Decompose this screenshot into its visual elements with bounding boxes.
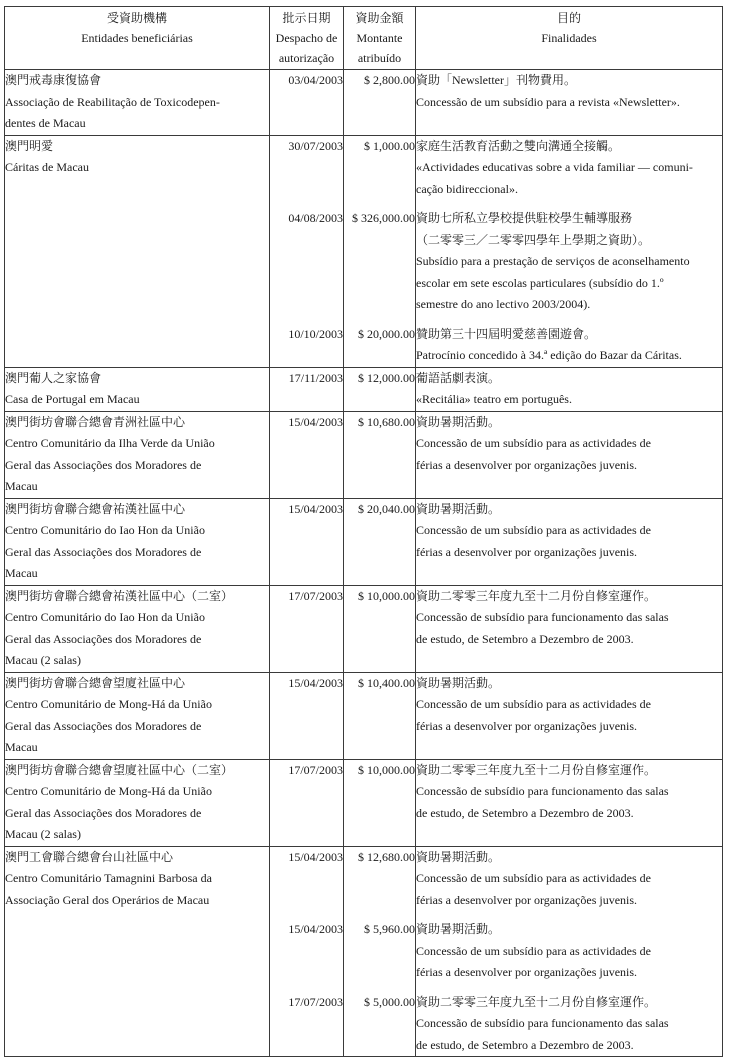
purpose-line: férias a desenvolver por organizações juvenis. xyxy=(416,965,638,979)
entity-line: Centro Comunitário de Mong-Há da União xyxy=(5,784,212,798)
date-spacer xyxy=(270,273,343,295)
date-cell xyxy=(270,585,344,672)
entity-line: 澳門明愛 xyxy=(5,138,54,153)
purpose-line: 葡語話劇表演。 xyxy=(416,370,501,385)
grant-date: 17/07/2003 xyxy=(288,762,343,777)
grant-amount: $ 20,000.00 xyxy=(358,326,415,341)
purpose-line: Concessão de um subsídio para as actividades de xyxy=(416,436,651,450)
purpose-cell xyxy=(416,367,723,411)
purpose-line: de estudo, de Setembro a Dezembro de 2003. xyxy=(416,631,634,646)
amount-spacer xyxy=(344,716,415,738)
amount-cell xyxy=(344,759,416,846)
purpose-line: «Actividades educativas sobre a vida familiar — comuni- xyxy=(416,160,693,174)
entity-line: 澳門葡人之家協會 xyxy=(5,370,102,385)
amount-cell xyxy=(344,411,416,498)
amount-spacer xyxy=(344,345,415,367)
amount-spacer xyxy=(344,1013,415,1035)
table-row xyxy=(5,846,723,1057)
date-spacer xyxy=(270,92,343,114)
amount-cell xyxy=(344,498,416,585)
header-date-zh: 批示日期 xyxy=(282,11,331,25)
grants-table xyxy=(4,6,723,1057)
entity-line: Centro Comunitário do Iao Hon da União xyxy=(5,523,205,537)
purpose-line: cação bidireccional». xyxy=(416,181,518,196)
grant-amount: $ 20,040.00 xyxy=(358,501,415,516)
entity-line: Macau xyxy=(5,566,38,580)
purpose-cell xyxy=(416,585,723,672)
grant-gap xyxy=(344,911,415,919)
entity-line: Macau xyxy=(5,479,38,493)
entity-line: Cáritas de Macau xyxy=(5,160,89,174)
purpose-cell xyxy=(416,759,723,846)
amount-spacer xyxy=(344,803,415,825)
header-purpose xyxy=(416,7,723,70)
date-spacer xyxy=(270,179,343,201)
grant-gap xyxy=(270,200,343,208)
amount-spacer xyxy=(344,179,415,201)
purpose-line: Concessão de um subsídio para as actividades de xyxy=(416,697,651,711)
entity-cell xyxy=(5,411,270,498)
date-cell xyxy=(270,70,344,136)
grant-amount: $ 5,000.00 xyxy=(364,994,415,1009)
grant-amount: $ 12,680.00 xyxy=(358,849,415,864)
purpose-cell xyxy=(416,70,723,136)
amount-cell xyxy=(344,70,416,136)
grant-date: 30/07/2003 xyxy=(288,138,343,153)
amount-spacer xyxy=(344,890,415,912)
amount-spacer xyxy=(344,433,415,455)
amount-cell xyxy=(344,585,416,672)
grant-amount: $ 1,000.00 xyxy=(364,138,415,153)
date-spacer xyxy=(270,542,343,564)
table-row xyxy=(5,70,723,136)
grant-gap xyxy=(344,984,415,992)
entity-line: Geral das Associações dos Moradores de xyxy=(5,457,202,472)
table-row xyxy=(5,135,723,367)
table-row xyxy=(5,759,723,846)
purpose-line: 資助暑期活動。 xyxy=(416,414,501,429)
purpose-line: 家庭生活教育活動之雙向溝通全接觸。 xyxy=(416,138,621,153)
date-spacer xyxy=(270,520,343,542)
amount-spacer xyxy=(344,542,415,564)
header-date-pt-1: Despacho de xyxy=(275,31,338,45)
amount-spacer xyxy=(344,781,415,803)
date-spacer xyxy=(270,389,343,411)
grant-amount: $ 10,680.00 xyxy=(358,414,415,429)
amount-spacer xyxy=(344,694,415,716)
purpose-line: 資助暑期活動。 xyxy=(416,922,501,936)
purpose-line: Patrocínio concedido à 34.ª edição do Bazar da Cáritas. xyxy=(416,348,682,362)
purpose-line: 資助暑期活動。 xyxy=(416,501,501,516)
purpose-line: 資助暑期活動。 xyxy=(416,675,501,690)
entity-line: Macau (2 salas) xyxy=(5,827,81,841)
grant-amount: $ 5,960.00 xyxy=(364,922,415,936)
header-amount-pt-1: Montante xyxy=(356,31,403,45)
purpose-cell xyxy=(416,411,723,498)
date-cell xyxy=(270,411,344,498)
grant-gap xyxy=(416,911,722,919)
date-spacer xyxy=(270,868,343,890)
amount-spacer xyxy=(344,273,415,295)
date-spacer xyxy=(270,890,343,912)
entity-cell xyxy=(5,367,270,411)
date-spacer xyxy=(270,941,343,963)
amount-spacer xyxy=(344,941,415,963)
grant-date: 15/04/2003 xyxy=(288,922,343,936)
header-entity xyxy=(5,7,270,70)
date-cell xyxy=(270,498,344,585)
amount-spacer xyxy=(344,455,415,477)
date-cell xyxy=(270,759,344,846)
grant-amount: $ 2,800.00 xyxy=(364,73,415,87)
purpose-line: 資助二零零三年度九至十二月份自修室運作。 xyxy=(416,762,657,777)
purpose-line: escolar em sete escolas particulares (subsídio do 1.º xyxy=(416,275,664,290)
header-date xyxy=(270,7,344,70)
table-row xyxy=(5,585,723,672)
header-entity-zh: 受資助機構 xyxy=(106,11,167,25)
grant-amount: $ 10,000.00 xyxy=(358,588,415,603)
date-spacer xyxy=(270,607,343,629)
purpose-line: «Recitália» teatro em português. xyxy=(416,392,572,406)
purpose-line: Subsídio para a prestação de serviços de aconselhamento xyxy=(416,254,690,268)
entity-line: Casa de Portugal em Macau xyxy=(5,392,140,406)
amount-cell xyxy=(344,135,416,367)
date-cell xyxy=(270,672,344,759)
header-amount-zh: 資助金額 xyxy=(355,11,404,25)
purpose-cell xyxy=(416,846,723,1057)
amount-spacer xyxy=(344,607,415,629)
grant-amount: $ 12,000.00 xyxy=(358,370,415,385)
amount-spacer xyxy=(344,157,415,179)
purpose-line: Concessão de um subsídio para as actividades de xyxy=(416,943,651,958)
date-spacer xyxy=(270,716,343,738)
purpose-line: 資助二零零三年度九至十二月份自修室運作。 xyxy=(416,994,657,1009)
entity-line: dentes de Macau xyxy=(5,116,86,130)
entity-cell xyxy=(5,70,270,136)
date-spacer xyxy=(270,962,343,984)
amount-spacer xyxy=(344,520,415,542)
entity-cell xyxy=(5,135,270,367)
grant-date: 15/04/2003 xyxy=(288,675,343,690)
header-purpose-pt: Finalidades xyxy=(541,31,597,45)
grant-gap xyxy=(416,200,722,208)
purpose-line: （二零零三／二零零四學年上學期之資助）。 xyxy=(416,232,651,247)
entity-cell xyxy=(5,585,270,672)
purpose-cell xyxy=(416,135,723,367)
grant-gap xyxy=(416,316,722,324)
grants-body xyxy=(5,70,723,1057)
purpose-line: 資助「Newsletter」刊物費用。 xyxy=(416,73,576,87)
amount-spacer xyxy=(344,629,415,651)
amount-cell xyxy=(344,672,416,759)
entity-line: 澳門街坊會聯合總會青洲社區中心 xyxy=(5,414,186,429)
entity-cell xyxy=(5,672,270,759)
table-row xyxy=(5,672,723,759)
grant-amount: $ 10,400.00 xyxy=(358,675,415,690)
entity-line: Associação Geral dos Operários de Macau xyxy=(5,892,210,907)
purpose-line: 資助暑期活動。 xyxy=(416,849,501,864)
entity-line: Centro Comunitário da Ilha Verde da União xyxy=(5,436,215,450)
date-spacer xyxy=(270,694,343,716)
purpose-cell xyxy=(416,672,723,759)
grant-date: 17/11/2003 xyxy=(288,370,343,385)
purpose-line: Concessão de um subsídio para a revista «Newsletter». xyxy=(416,94,680,109)
entity-line: Associação de Reabilitação de Toxicodepen- xyxy=(5,94,220,109)
purpose-line: Concessão de um subsídio para as actividades de xyxy=(416,871,651,885)
date-spacer xyxy=(270,345,343,367)
entity-cell xyxy=(5,498,270,585)
header-purpose-zh: 目的 xyxy=(556,11,581,25)
grant-amount: $ 326,000.00 xyxy=(352,211,415,225)
purpose-line: 贊助第三十四屆明愛慈善園遊會。 xyxy=(416,326,597,341)
entity-cell xyxy=(5,846,270,1057)
purpose-line: Concessão de subsídio para funcionamento das salas xyxy=(416,784,669,798)
entity-line: Geral das Associações dos Moradores de xyxy=(5,631,202,646)
amount-spacer xyxy=(344,230,415,252)
header-amount-pt-2: atribuído xyxy=(357,51,402,65)
purpose-cell xyxy=(416,498,723,585)
date-spacer xyxy=(270,781,343,803)
grant-date: 15/04/2003 xyxy=(288,849,343,864)
entity-line: 澳門戒毒康復協會 xyxy=(5,73,102,87)
grant-date: 03/04/2003 xyxy=(288,73,343,87)
entity-cell xyxy=(5,759,270,846)
purpose-line: semestre do ano lectivo 2003/2004). xyxy=(416,297,591,311)
entity-line: 澳門街坊會聯合總會望廈社區中心（二室） xyxy=(5,762,234,777)
entity-line: Macau (2 salas) xyxy=(5,653,81,667)
amount-spacer xyxy=(344,389,415,411)
grant-gap xyxy=(270,911,343,919)
header-entity-pt: Entidades beneficiárias xyxy=(81,31,193,45)
amount-spacer xyxy=(344,962,415,984)
grant-date: 04/08/2003 xyxy=(288,211,343,225)
date-cell xyxy=(270,367,344,411)
entity-line: Centro Comunitário Tamagnini Barbosa da xyxy=(5,871,212,885)
entity-line: Centro Comunitário do Iao Hon da União xyxy=(5,610,205,624)
purpose-line: 資助二零零三年度九至十二月份自修室運作。 xyxy=(416,588,657,603)
entity-line: Geral das Associações dos Moradores de xyxy=(5,544,202,559)
grant-amount: $ 10,000.00 xyxy=(358,762,415,777)
grant-gap xyxy=(416,984,722,992)
amount-spacer xyxy=(344,868,415,890)
table-header-row xyxy=(5,7,723,70)
header-amount xyxy=(344,7,416,70)
entity-line: 澳門街坊會聯合總會祐漢社區中心 xyxy=(5,501,186,516)
entity-line: Centro Comunitário de Mong-Há da União xyxy=(5,697,212,711)
table-row xyxy=(5,411,723,498)
date-spacer xyxy=(270,433,343,455)
entity-line: Geral das Associações dos Moradores de xyxy=(5,805,202,820)
purpose-line: 資助七所私立學校提供駐校學生輔導服務 xyxy=(416,211,633,225)
grant-gap xyxy=(344,316,415,324)
amount-cell xyxy=(344,367,416,411)
date-spacer xyxy=(270,251,343,273)
date-spacer xyxy=(270,230,343,252)
grant-gap xyxy=(270,316,343,324)
amount-spacer xyxy=(344,294,415,316)
purpose-line: de estudo, de Setembro a Dezembro de 2003. xyxy=(416,1037,634,1052)
entity-line: 澳門工會聯合總會台山社區中心 xyxy=(5,849,174,864)
date-spacer xyxy=(270,803,343,825)
grant-gap xyxy=(344,200,415,208)
entity-line: Macau xyxy=(5,740,38,754)
header-date-pt-2: autorização xyxy=(278,51,335,65)
table-row xyxy=(5,498,723,585)
date-spacer xyxy=(270,629,343,651)
purpose-line: férias a desenvolver por organizações juvenis. xyxy=(416,892,638,907)
amount-spacer xyxy=(344,92,415,114)
purpose-line: férias a desenvolver por organizações juvenis. xyxy=(416,457,638,472)
purpose-line: Concessão de subsídio para funcionamento das salas xyxy=(416,610,669,624)
purpose-line: Concessão de um subsídio para as actividades de xyxy=(416,523,651,537)
entity-line: 澳門街坊會聯合總會望廈社區中心 xyxy=(5,675,186,690)
table-row xyxy=(5,367,723,411)
date-cell xyxy=(270,135,344,367)
date-spacer xyxy=(270,1013,343,1035)
grant-date: 10/10/2003 xyxy=(288,326,343,341)
date-spacer xyxy=(270,294,343,316)
amount-spacer xyxy=(344,251,415,273)
purpose-line: de estudo, de Setembro a Dezembro de 2003. xyxy=(416,805,634,820)
grant-date: 15/04/2003 xyxy=(288,414,343,429)
grant-date: 15/04/2003 xyxy=(288,501,343,516)
date-spacer xyxy=(270,157,343,179)
entity-line: Geral das Associações dos Moradores de xyxy=(5,718,202,733)
entity-line: 澳門街坊會聯合總會祐漢社區中心（二室） xyxy=(5,588,234,603)
purpose-line: férias a desenvolver por organizações juvenis. xyxy=(416,718,638,733)
date-spacer xyxy=(270,455,343,477)
date-cell xyxy=(270,846,344,1057)
amount-cell xyxy=(344,846,416,1057)
purpose-line: Concessão de subsídio para funcionamento das salas xyxy=(416,1016,669,1030)
grant-date: 17/07/2003 xyxy=(288,588,343,603)
purpose-line: férias a desenvolver por organizações juvenis. xyxy=(416,544,638,559)
grant-gap xyxy=(270,984,343,992)
grant-date: 17/07/2003 xyxy=(288,994,343,1009)
